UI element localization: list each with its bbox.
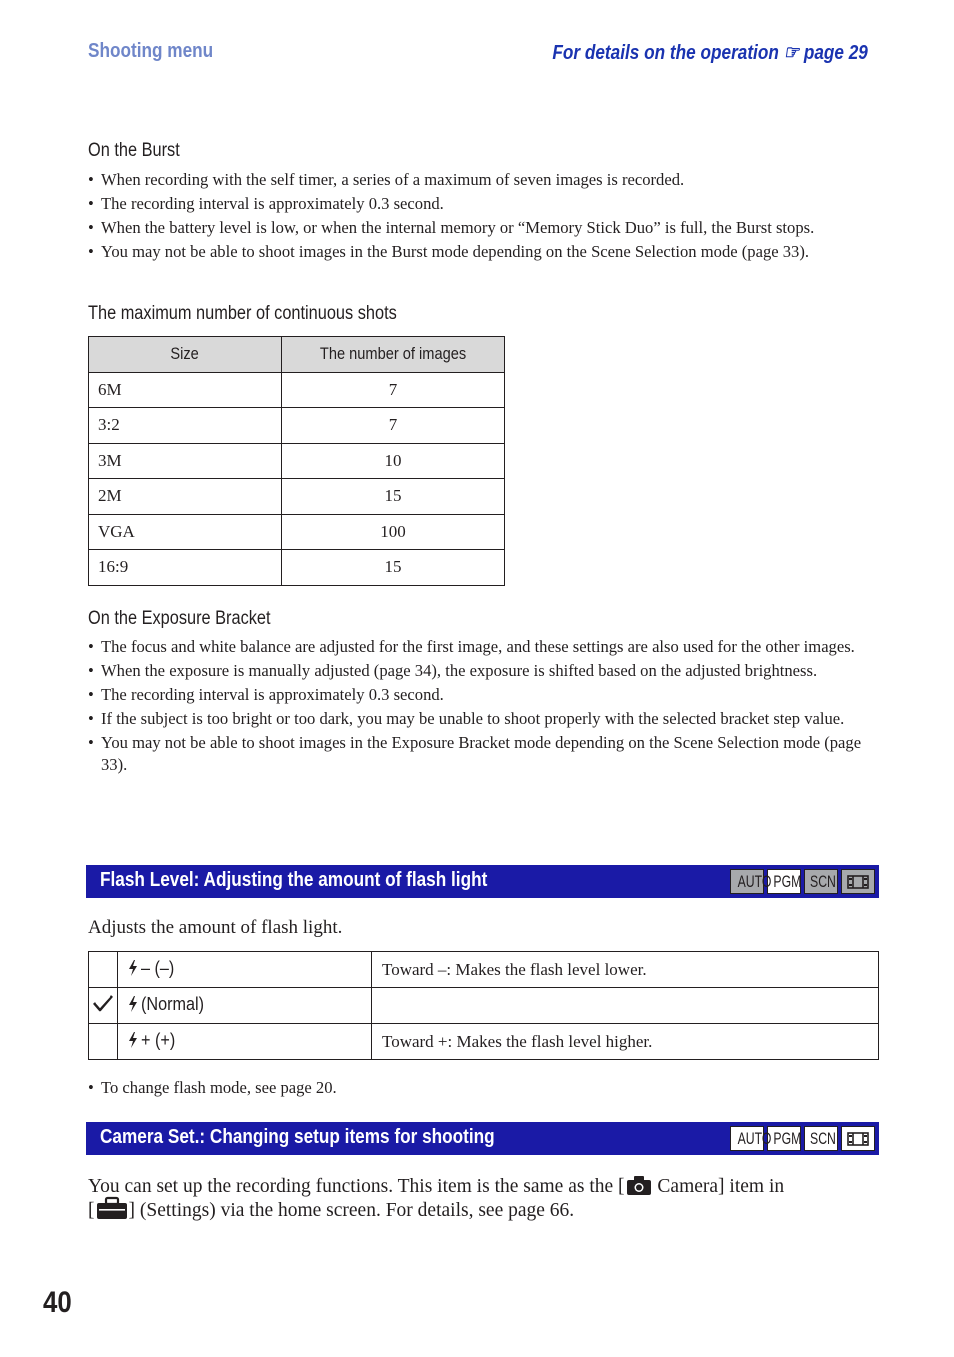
table-row: [89, 408, 505, 444]
auto-mode-icon: AUTO: [730, 869, 764, 894]
scn-mode-icon: SCN: [804, 1126, 838, 1151]
flash-icon: [128, 996, 138, 1012]
table-header-row: [89, 337, 505, 373]
exposure-bullet: • The recording interval is approximately 0.3 second.: [88, 684, 880, 706]
option-cell[interactable]: + (+): [118, 1024, 372, 1060]
burst-bullet: • When the battery level is low, or when the internal memory or “Memory Stick Duo” is full, the Burst stops.: [88, 217, 880, 239]
toolbox-icon: [97, 1198, 127, 1219]
flash-level-table: [88, 951, 879, 1060]
table-row: [89, 479, 505, 515]
continuous-heading: The maximum number of continuous shots: [88, 303, 397, 324]
table-row: [89, 1024, 879, 1060]
table-row: [89, 372, 505, 408]
flash-icon: [128, 960, 138, 976]
table-row: [89, 952, 879, 988]
table-row: [89, 550, 505, 586]
column-header-size: Size: [89, 337, 282, 373]
camera-set-description: You can set up the recording functions. This item is the same as the [ Camera] item in [ ] (Settings) via the home screen. For details, see page 66.: [88, 1176, 785, 1221]
flash-intro: Adjusts the amount of flash light.: [88, 917, 343, 938]
scn-mode-icon: SCN: [804, 869, 838, 894]
exposure-bullet: • The focus and white balance are adjusted for the first image, and these settings are also used for the other images.: [88, 636, 880, 658]
exposure-bullet: • You may not be able to shoot images in the Exposure Bracket mode depending on the Scene Selection mode (page 33).: [88, 732, 880, 775]
flash-note-list: [88, 1077, 880, 1101]
table-row: [89, 988, 879, 1024]
size-cell: 3:2: [89, 408, 282, 444]
burst-heading: On the Burst: [88, 140, 180, 161]
auto-mode-icon: AUTO: [730, 1126, 764, 1151]
default-marker-cell: [89, 952, 118, 988]
details-link[interactable]: For details on the operation ☞ page 29: [552, 42, 868, 64]
flash-note: • To change flash mode, see page 20.: [88, 1077, 880, 1099]
table-row: [89, 514, 505, 550]
flash-level-section-bar: [86, 865, 879, 898]
size-cell: 6M: [89, 372, 282, 408]
count-cell: 100: [282, 514, 505, 550]
burst-bullet: • When recording with the self timer, a series of a maximum of seven images is recorded.: [88, 169, 880, 191]
section-name: Shooting menu: [88, 40, 214, 62]
flash-level-title: Flash Level: Adjusting the amount of flash light: [100, 869, 488, 891]
option-description: Toward –: Makes the flash level lower.: [372, 952, 879, 988]
pgm-mode-icon: PGM: [767, 869, 801, 894]
camera-icon: [627, 1176, 651, 1195]
page-number: 40: [43, 1286, 72, 1319]
movie-icon: [841, 869, 875, 894]
mode-icons: [730, 1126, 875, 1151]
movie-icon: [841, 1126, 875, 1151]
size-cell: VGA: [89, 514, 282, 550]
option-cell[interactable]: (Normal): [118, 988, 372, 1024]
exposure-bullet: • If the subject is too bright or too dark, you may be unable to shoot properly with the selected bracket step value.: [88, 708, 880, 730]
camera-set-title: Camera Set.: Changing setup items for shooting: [100, 1126, 495, 1148]
size-cell: 2M: [89, 479, 282, 515]
count-cell: 7: [282, 408, 505, 444]
count-cell: 7: [282, 372, 505, 408]
default-check-icon: [89, 988, 118, 1024]
camera-set-section-bar: [86, 1122, 879, 1155]
burst-bullet: • You may not be able to shoot images in the Burst mode depending on the Scene Selection mode (page 33).: [88, 241, 880, 263]
option-cell[interactable]: – (–): [118, 952, 372, 988]
burst-bullet-list: [88, 169, 880, 265]
option-description: Toward +: Makes the flash level higher.: [372, 1024, 879, 1060]
table-row: [89, 443, 505, 479]
column-header-count: The number of images: [282, 337, 505, 373]
default-marker-cell: [89, 1024, 118, 1060]
mode-icons: [730, 869, 875, 894]
size-cell: 16:9: [89, 550, 282, 586]
count-cell: 15: [282, 479, 505, 515]
exposure-bullet: • When the exposure is manually adjusted (page 34), the exposure is shifted based on the adjusted brightness.: [88, 660, 880, 682]
flash-icon: [128, 1032, 138, 1048]
size-cell: 3M: [89, 443, 282, 479]
burst-bullet: • The recording interval is approximately 0.3 second.: [88, 193, 880, 215]
pgm-mode-icon: PGM: [767, 1126, 801, 1151]
count-cell: 10: [282, 443, 505, 479]
continuous-shots-table: [88, 336, 505, 586]
option-description: [372, 988, 879, 1024]
count-cell: 15: [282, 550, 505, 586]
exposure-heading: On the Exposure Bracket: [88, 608, 271, 629]
exposure-bullet-list: [88, 636, 880, 778]
